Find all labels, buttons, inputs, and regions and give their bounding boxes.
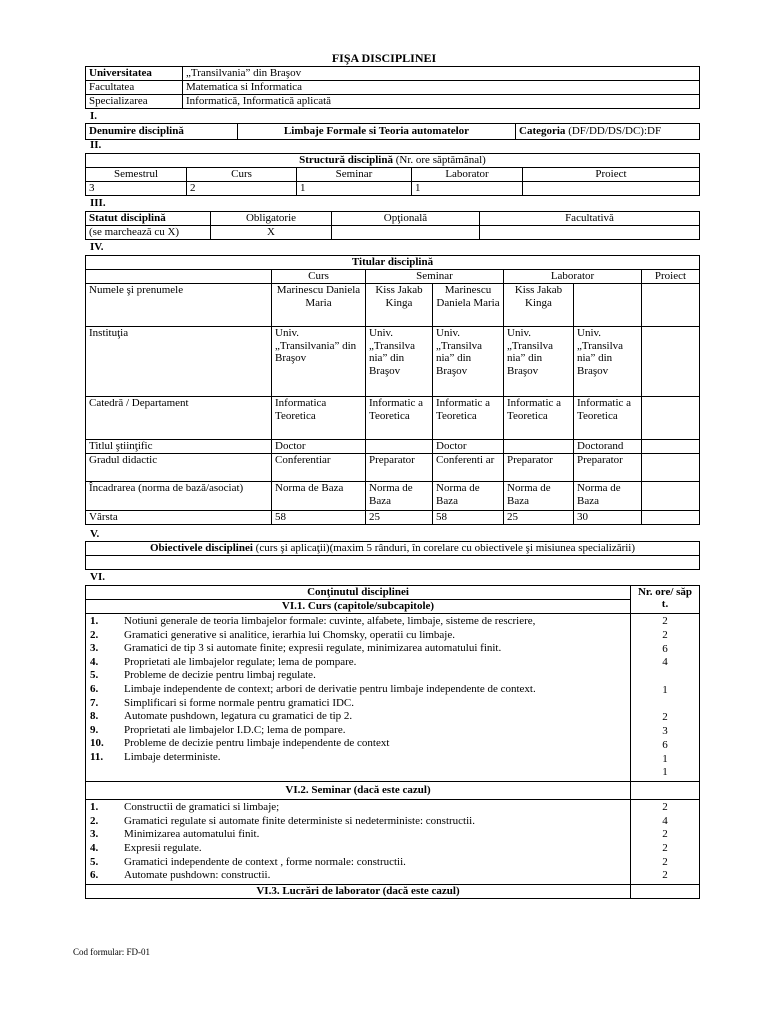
list-item [88, 629, 628, 643]
category-cell [516, 124, 700, 140]
structure-table [85, 153, 700, 196]
mark-mandatory: X [211, 226, 332, 240]
list-item-number: 1. [90, 801, 99, 814]
section-4-heading: IV. [90, 241, 104, 253]
list-item-text: Gramatici generative si analitice, ierarhia lui Chomsky, operatii cu limbaje. [124, 628, 455, 641]
list-item [88, 697, 628, 711]
discipline-name-label: Denumire disciplină [86, 124, 238, 140]
mark-facultative [480, 226, 700, 240]
seminar-section-title: VI.2. Seminar (dacă este cazul) [86, 782, 631, 800]
hours-value: 1 [662, 683, 668, 696]
list-item [88, 669, 628, 683]
institution-seminar-1: Univ. „Transilva nia” din Braşov [366, 327, 433, 397]
department-course: Informatica Teoretica [272, 397, 366, 440]
list-item [88, 737, 628, 751]
list-item-number: 5. [90, 669, 99, 682]
age-seminar-1: 25 [366, 511, 433, 525]
list-item-text: Minimizarea automatului finit. [124, 828, 260, 841]
titular-col-lab: Laborator [504, 270, 642, 284]
department-project [642, 397, 700, 440]
norm-lab-1: Norma de Baza [504, 482, 574, 511]
specialization-label: Specializarea [86, 95, 183, 109]
list-item-number: 11. [90, 750, 104, 763]
hours-value: 2 [662, 869, 668, 882]
course-hours-list [633, 615, 697, 780]
titular-title: Titular disciplină [86, 256, 700, 270]
title-lab-2: Doctorand [574, 440, 642, 454]
grade-seminar-1: Preparator [366, 454, 433, 482]
name-seminar-1: Kiss Jakab Kinga [366, 284, 433, 327]
titular-table [85, 255, 700, 525]
category-label: Categoria [519, 125, 566, 137]
title-lab-1 [504, 440, 574, 454]
content-table [85, 585, 700, 899]
norm-course: Norma de Baza [272, 482, 366, 511]
list-item-text: Gramatici regulate si automate finite deterministe si nedeterministe: constructii. [124, 814, 475, 827]
norm-lab-2: Norma de Baza [574, 482, 642, 511]
hours-value [633, 698, 697, 712]
row-label-norm: Încadrarea (norma de bază/asociat) [86, 482, 272, 511]
specialization-value: Informatică, Informatică aplicată [183, 95, 700, 109]
list-item-number: 2. [90, 814, 99, 827]
hours-value: 1 [662, 752, 668, 765]
list-item [88, 710, 628, 724]
grade-course: Conferentiar [272, 454, 366, 482]
institution-project [642, 327, 700, 397]
col-head-course: Curs [187, 168, 297, 182]
hours-value: 2 [662, 828, 668, 841]
titular-col-course: Curs [272, 270, 366, 284]
titular-col-seminar: Seminar [366, 270, 504, 284]
row-label-title: Titlul ştiinţific [86, 440, 272, 454]
name-project [642, 284, 700, 327]
seminar-hours-value: 1 [297, 182, 412, 196]
list-item [88, 842, 628, 856]
option-facultative: Facultativă [480, 212, 700, 226]
institution-course: Univ. „Transilvania” din Braşov [272, 327, 366, 397]
university-value: „Transilvania” din Braşov [183, 67, 700, 81]
grade-lab-2: Preparator [574, 454, 642, 482]
list-item [88, 642, 628, 656]
seminar-list-cell [86, 800, 631, 885]
course-list [88, 615, 628, 765]
grade-seminar-2: Conferenti ar [433, 454, 504, 482]
section-1-heading: I. [90, 110, 98, 122]
list-item-number: 1. [90, 615, 99, 627]
university-label: Universitatea [86, 67, 183, 81]
norm-seminar-2: Norma de Baza [433, 482, 504, 511]
course-section-title: VI.1. Curs (capitole/subcapitole) [86, 600, 631, 614]
option-optional: Opţională [332, 212, 480, 226]
age-lab-1: 25 [504, 511, 574, 525]
list-item-number: 4. [90, 841, 99, 854]
hours-value: 2 [662, 711, 668, 724]
course-hours-value: 2 [187, 182, 297, 196]
grade-project [642, 454, 700, 482]
institution-lab-2: Univ. „Transilva nia” din Braşov [574, 327, 642, 397]
list-item [88, 683, 628, 697]
status-table [85, 211, 700, 240]
list-item-number: 2. [90, 628, 99, 641]
title-seminar-1 [366, 440, 433, 454]
list-item-text: Constructii de gramatici si limbaje; [124, 801, 280, 814]
list-item-text: Automate pushdown: constructii. [124, 869, 271, 882]
hours-header: Nr. ore/ săp t. [631, 586, 700, 614]
list-item-text: Proprietati ale limbajelor I.D.C; lema de pompare. [124, 723, 346, 736]
hours-value [633, 670, 697, 684]
list-item-number: 3. [90, 642, 99, 655]
lab-hours-value: 1 [412, 182, 523, 196]
hours-value: 6 [662, 642, 668, 655]
list-item [88, 751, 628, 765]
title-seminar-2: Doctor [433, 440, 504, 454]
lab-title-hours-empty [631, 884, 700, 898]
objectives-cell [86, 542, 700, 556]
list-item-text: Simplificari si forme normale pentru gramatici IDC. [124, 696, 355, 709]
col-head-semester: Semestrul [86, 168, 187, 182]
section-3-heading: III. [90, 197, 106, 209]
list-item-number: 4. [90, 655, 99, 668]
hours-value: 2 [662, 855, 668, 868]
grade-lab-1: Preparator [504, 454, 574, 482]
row-label-age: Vârsta [86, 511, 272, 525]
list-item [88, 724, 628, 738]
content-title: Conţinutul disciplinei [86, 586, 631, 600]
structure-subtitle: (Nr. ore săptămânal) [392, 154, 486, 166]
page-title: FIŞA DISCIPLINEI [331, 51, 437, 65]
name-course: Marinescu Daniela Maria [272, 284, 366, 327]
course-hours-cell [631, 614, 700, 782]
row-label-department: Catedră / Departament [86, 397, 272, 440]
titular-corner [86, 270, 272, 284]
option-mandatory: Obligatorie [211, 212, 332, 226]
list-item-text: Gramatici de tip 3 si automate finite; expresii regulate, minimizarea automatului finit. [124, 642, 502, 655]
list-item-text: Notiuni generale de teoria limbajelor formale: cuvinte, alfabete, limbaje, sisteme de rescriere, [124, 615, 536, 627]
course-list-cell [86, 614, 631, 782]
seminar-hours-list [633, 801, 697, 883]
title-project [642, 440, 700, 454]
list-item-number: 8. [90, 710, 99, 723]
department-seminar-2: Informatic a Teoretica [433, 397, 504, 440]
list-item [88, 815, 628, 829]
name-seminar-2: Marinescu Daniela Maria [433, 284, 504, 327]
institution-seminar-2: Univ. „Transilva nia” din Braşov [433, 327, 504, 397]
col-head-lab: Laborator [412, 168, 523, 182]
list-item-number: 6. [90, 682, 99, 695]
col-head-project: Proiect [523, 168, 700, 182]
list-item-number: 9. [90, 723, 99, 736]
hours-value: 2 [662, 801, 668, 814]
hours-value: 2 [662, 841, 668, 854]
name-lab-1: Kiss Jakab Kinga [504, 284, 574, 327]
seminar-hours-cell [631, 800, 700, 885]
department-seminar-1: Informatic a Teoretica [366, 397, 433, 440]
age-lab-2: 30 [574, 511, 642, 525]
name-lab-2 [574, 284, 642, 327]
list-item-number: 3. [90, 828, 99, 841]
department-lab-1: Informatic a Teoretica [504, 397, 574, 440]
list-item-number: 10. [90, 737, 104, 750]
norm-project [642, 482, 700, 511]
objectives-empty-row [86, 556, 700, 570]
list-item-text: Gramatici independente de context , forme normale: constructii. [124, 855, 406, 868]
section-2-heading: II. [90, 139, 102, 151]
age-seminar-2: 58 [433, 511, 504, 525]
mark-optional [332, 226, 480, 240]
hours-value: 3 [662, 724, 668, 737]
faculty-value: Matematica si Informatica [183, 81, 700, 95]
list-item-number: 5. [90, 855, 99, 868]
hours-value: 6 [662, 738, 668, 751]
department-lab-2: Informatic a Teoretica [574, 397, 642, 440]
age-course: 58 [272, 511, 366, 525]
list-item-text: Proprietati ale limbajelor regulate; lema de pompare. [124, 655, 357, 668]
semester-value: 3 [86, 182, 187, 196]
status-note: (se marchează cu X) [86, 226, 211, 240]
discipline-name-value: Limbaje Formale si Teoria automatelor [238, 124, 516, 140]
form-code: Cod formular: FD-01 [73, 947, 150, 957]
row-label-institution: Instituţia [86, 327, 272, 397]
hours-value: 4 [662, 814, 668, 827]
objectives-subtitle: (curs şi aplicaţii)(maxim 5 rânduri, în corelare cu obiectivele şi misiunea specializării) [252, 542, 636, 554]
seminar-list [88, 801, 628, 883]
titular-col-project: Proiect [642, 270, 700, 284]
list-item [88, 828, 628, 842]
category-value: (DF/DD/DS/DC):DF [565, 125, 662, 137]
project-hours-value [523, 182, 700, 196]
list-item [88, 869, 628, 883]
section-6-heading: VI. [90, 571, 105, 583]
age-project [642, 511, 700, 525]
col-head-seminar: Seminar [297, 168, 412, 182]
list-item-number: 6. [90, 869, 99, 882]
row-label-grade: Gradul didactic [86, 454, 272, 482]
hours-value: 2 [662, 628, 668, 641]
list-item [88, 656, 628, 670]
objectives-title: Obiectivele disciplinei [149, 542, 253, 554]
list-item-text: Limbaje independente de context; arbori de derivatie pentru limbaje independente de context. [124, 682, 536, 695]
hours-value: 1 [662, 766, 668, 779]
faculty-label: Facultatea [86, 81, 183, 95]
institution-lab-1: Univ. „Transilva nia” din Braşov [504, 327, 574, 397]
objectives-table [85, 541, 700, 570]
section-5-heading: V. [90, 528, 100, 540]
list-item-number: 7. [90, 696, 99, 709]
list-item [88, 615, 628, 629]
list-item-text: Expresii regulate. [124, 841, 202, 854]
structure-title-cell [86, 154, 700, 168]
norm-seminar-1: Norma de Baza [366, 482, 433, 511]
list-item-text: Probleme de decizie pentru limbaj regulate. [124, 669, 316, 682]
list-item [88, 801, 628, 815]
seminar-title-hours-empty [631, 782, 700, 800]
hours-value: 4 [662, 656, 668, 669]
lab-section-title: VI.3. Lucrări de laborator (dacă este cazul) [86, 884, 631, 898]
list-item-text: Limbaje deterministe. [124, 750, 221, 763]
list-item [88, 856, 628, 870]
hours-value: 2 [662, 615, 668, 627]
list-item-text: Probleme de decizie pentru limbaje independente de context [124, 737, 390, 750]
structure-title: Structură disciplină [299, 154, 393, 166]
title-course: Doctor [272, 440, 366, 454]
row-label-name: Numele şi prenumele [86, 284, 272, 327]
list-item-text: Automate pushdown, legatura cu gramatici de tip 2. [124, 710, 353, 723]
status-label: Statut disciplină [86, 212, 211, 226]
discipline-name-table [85, 123, 700, 140]
header-table [85, 66, 700, 109]
